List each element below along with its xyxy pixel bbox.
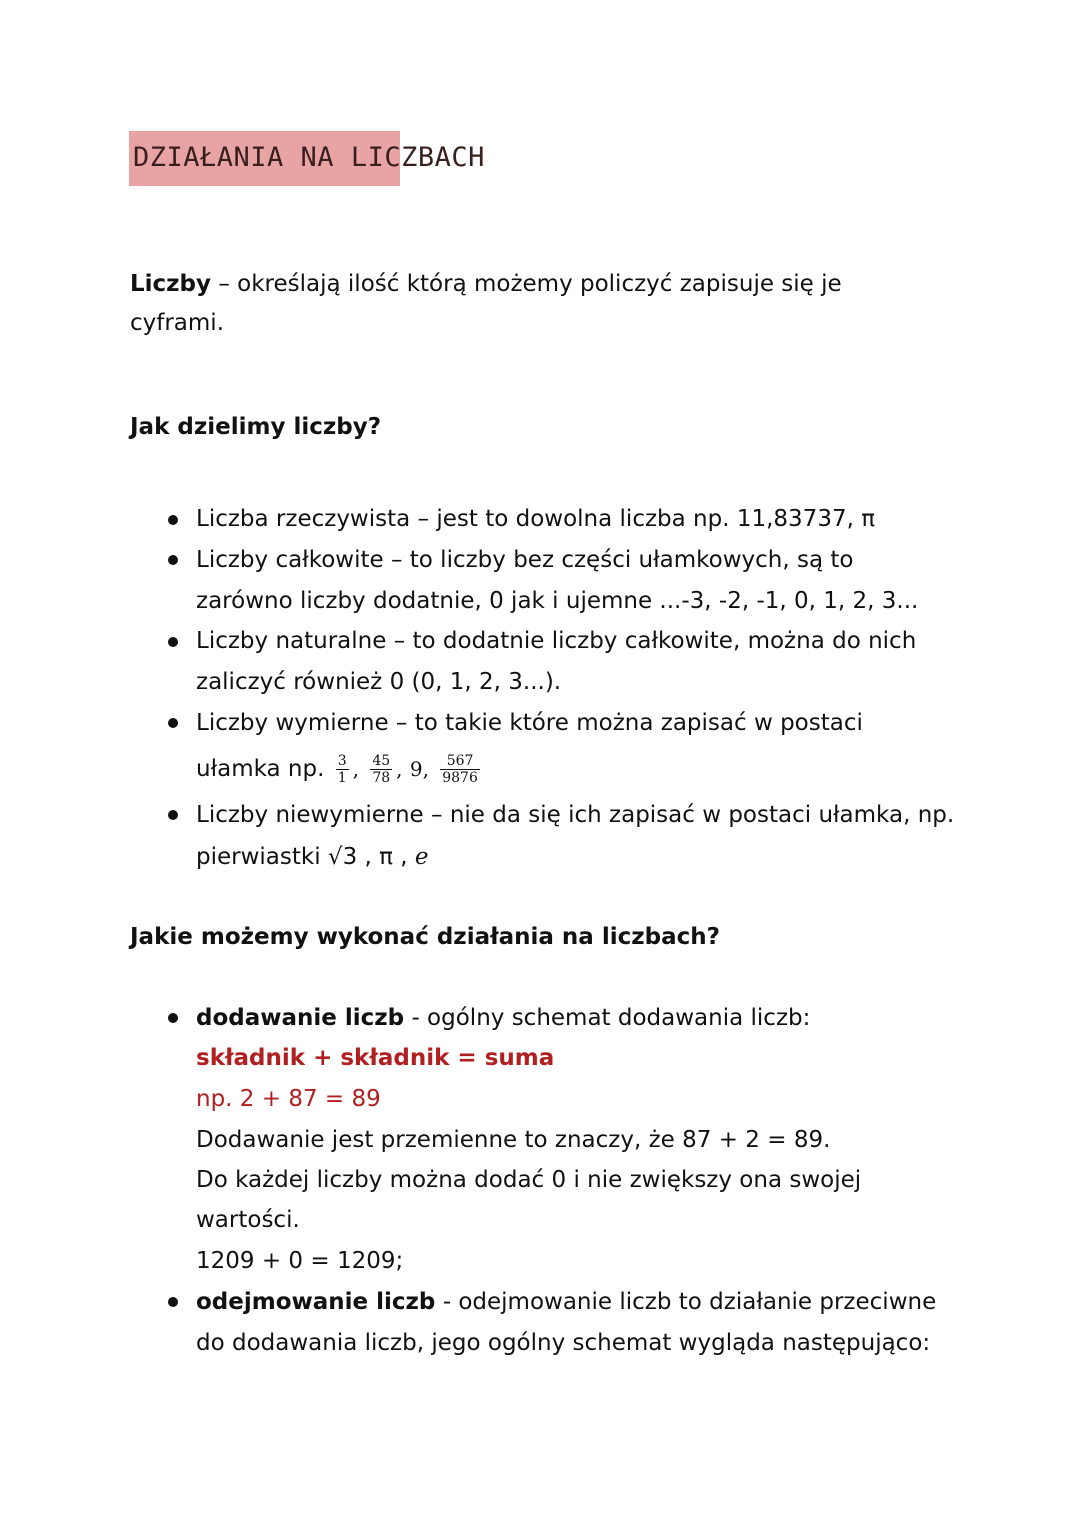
fraction: $\frac{3}{1}$ — [337, 753, 347, 786]
addition-note-zero-line-1: Do każdej liczby można dodać 0 i nie zwiększy ona swojej — [196, 1167, 862, 1193]
op-subtraction-line-2: do dodawania liczb, jego ogólny schemat wygląda następująco: — [196, 1330, 931, 1356]
addition-note-commutative: Dodawanie jest przemienne to znaczy, że 87 + 2 = 89. — [196, 1127, 831, 1153]
bullet — [168, 637, 178, 647]
type-integers-line-2: zarówno liczby dodatnie, 0 jak i ujemne ...-3, -2, -1, 0, 1, 2, 3... — [196, 588, 919, 614]
addition-term: dodawanie liczb — [196, 1005, 405, 1031]
subtraction-term: odejmowanie liczb — [196, 1289, 436, 1315]
op-subtraction-line-1: odejmowanie liczb - odejmowanie liczb to działanie przeciwne — [196, 1289, 937, 1315]
heading-number-types: Jak dzielimy liczby? — [130, 414, 382, 440]
type-rational-line-2: ułamka np. $\frac{3}{1}$ , $\frac{45}{78}$ , 9, $\frac{567}{9876}$ — [196, 753, 478, 786]
fraction: $\frac{567}{9876}$ — [442, 753, 478, 786]
type-integers-line-1: Liczby całkowite – to liczby bez części ułamkowych, są to — [196, 547, 854, 573]
bullet — [168, 1013, 178, 1023]
type-rational-line-1: Liczby wymierne – to takie które można zapisać w postaci — [196, 710, 863, 736]
op-addition-title: dodawanie liczb - ogólny schemat dodawania liczb: — [196, 1005, 811, 1031]
intro-line-2: cyframi. — [130, 310, 225, 336]
bullet — [168, 1297, 178, 1307]
heading-operations: Jakie możemy wykonać działania na liczbach? — [130, 924, 720, 950]
addition-zero-example: 1209 + 0 = 1209; — [196, 1248, 404, 1274]
type-natural-line-2: zaliczyć również 0 (0, 1, 2, 3...). — [196, 669, 562, 695]
page-title: DZIAŁANIA NA LICZBACH — [133, 142, 485, 173]
type-irrational-line-2: pierwiastki √3 , π , e — [196, 844, 429, 870]
rational-example-label: ułamka np. — [196, 756, 325, 782]
intro-text: – określają ilość którą możemy policzyć zapisuje się je — [211, 271, 842, 297]
addition-note-zero-line-2: wartości. — [196, 1207, 300, 1233]
fraction: $\frac{45}{78}$ — [372, 753, 391, 786]
bullet — [168, 515, 178, 525]
type-real: Liczba rzeczywista – jest to dowolna liczba np. 11,83737, π — [196, 506, 876, 532]
type-natural-line-1: Liczby naturalne – to dodatnie liczby całkowite, można do nich — [196, 628, 917, 654]
intro-term: Liczby — [130, 271, 212, 297]
intro-line-1 — [130, 269, 842, 299]
bullet — [168, 810, 178, 820]
addition-example: np. 2 + 87 = 89 — [196, 1086, 381, 1112]
bullet — [168, 555, 178, 565]
whole-number: 9 — [409, 757, 423, 781]
euler-number: e — [414, 844, 429, 870]
type-irrational-line-1: Liczby niewymierne – nie da się ich zapisać w postaci ułamka, np. — [196, 802, 955, 828]
addition-schema: składnik + składnik = suma — [196, 1045, 555, 1071]
bullet — [168, 718, 178, 728]
